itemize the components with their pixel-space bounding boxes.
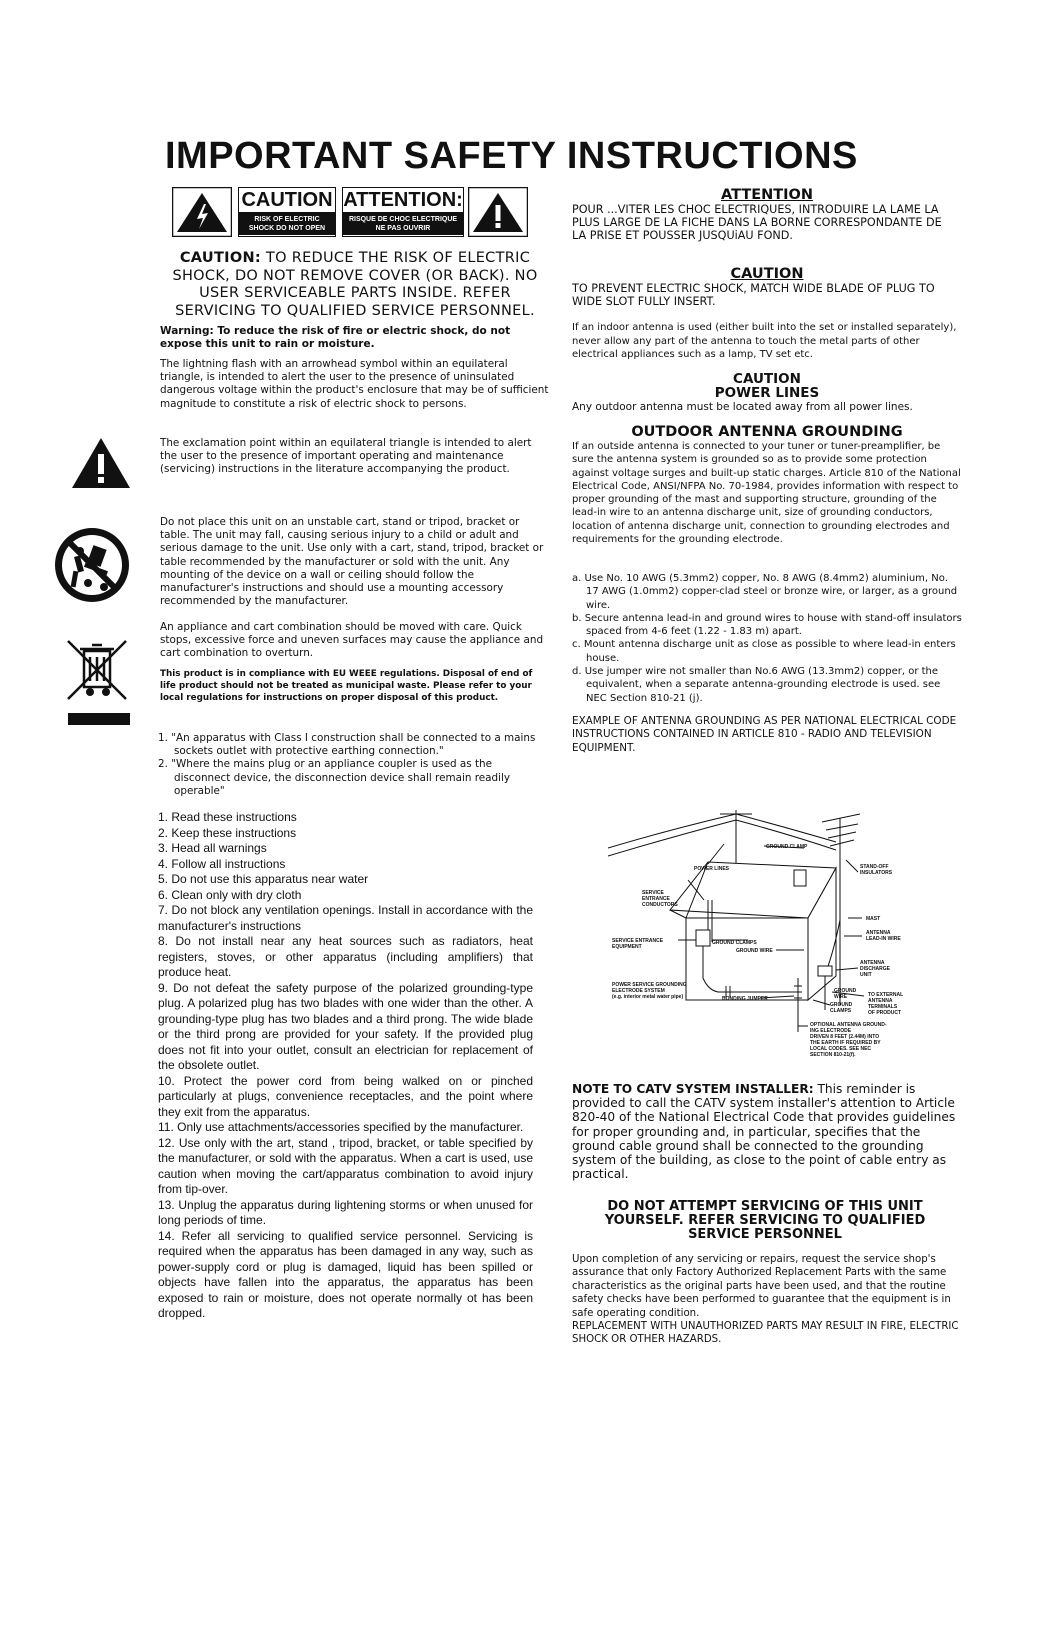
power-lines-text: Any outdoor antenna must be located away from all power lines. — [572, 401, 913, 413]
label-external-3: TERMINALS — [868, 1004, 898, 1010]
exclamation-triangle-icon — [70, 436, 132, 490]
instruction-item: 3. Head all warnings — [158, 841, 267, 855]
catv-lead: NOTE TO CATV SYSTEM INSTALLER: — [572, 1082, 814, 1096]
attention-text: POUR ...VITER LES CHOC ELECTRIQUES, INTRODUIRE LA LAME LA PLUS LARGE DE LA FICHE DANS LA BORNE CORRESPONDANTE DE LA PRISE ET POUSSER JUSQUiAU FOND. — [572, 203, 942, 242]
instruction-item: 13. Unplug the apparatus during lightening storms or when unused for long periods of time. — [158, 1197, 533, 1227]
grounding-item: a. Use No. 10 AWG (5.3mm2) copper, No. 8 AWG (8.4mm2) aluminium, No. 17 AWG (1.0mm2) copper-clad steel or bronze wire, or larger, as a ground wire. — [572, 573, 958, 611]
caution-box-label: CAUTION — [239, 188, 335, 213]
grounding-item: b. Secure antenna lead-in and ground wires to house with stand-off insulators spaced from 4-6 feet (1.22 - 1.83 m) apart. — [572, 612, 962, 638]
power-heading-lines: POWER LINES — [714, 385, 820, 401]
label-discharge-3: UNIT — [860, 972, 872, 978]
label-service-equipment-2: EQUIPMENT — [612, 944, 642, 950]
label-discharge-2: DISCHARGE — [860, 966, 891, 972]
grounding-list — [572, 572, 962, 705]
class-item: 1. "An apparatus with Class I construction shall be connected to a mains sockets outlet with protective earthing connection." — [158, 732, 536, 758]
label-power-grounding-1: POWER SERVICE GROUNDING — [612, 982, 687, 988]
completion-text: Upon completion of any servicing or repairs, request the service shop's assurance that only Factory Authorized Replacement Parts with the same characteristics as the original parts have been used, and that the routine safety checks have been performed to guarantee that the equipment is in safe operating condition. — [572, 1254, 951, 1319]
weee-bin-icon — [64, 637, 130, 725]
cart-warning-icon — [52, 525, 132, 605]
label-optional-1: OPTIONAL ANTENNA GROUND- — [810, 1022, 887, 1028]
instruction-item: 8. Do not install near any heat sources such as radiators, heat registers, stoves, or other apparatus (including amplifiers) that produce heat. — [158, 934, 533, 979]
label-service-3: CONDUCTORS — [642, 902, 678, 908]
label-power-grounding-3: (e.g. interior metal water pipe) — [612, 994, 684, 1000]
caution-box-sub1: RISK OF ELECTRIC — [254, 216, 320, 223]
attention-box — [342, 187, 464, 237]
label-ground-clamps2-2: CLAMPS — [830, 1008, 852, 1014]
label-optional-2: ING ELECTRODE — [810, 1028, 852, 1034]
outdoor-grounding-heading: OUTDOOR ANTENNA GROUNDING — [631, 424, 903, 440]
power-heading-caution: CAUTION — [733, 371, 801, 387]
label-antenna-leadin-2: LEAD-IN WIRE — [866, 936, 901, 942]
label-ground-wire: GROUND WIRE — [736, 948, 773, 954]
label-optional-6: SECTION 810-21(f). — [810, 1052, 856, 1058]
instruction-item: 9. Do not defeat the safety purpose of the polarized grounding-type plug. A polarized plug has two blades with one wider than the other. A grounding-type plug has two blades and a third prong. The wide blade or the third prong are provided for your safety. If the provided plug does not fit into your outlet, consult an electrician for replacement of the obsolete outlet. — [158, 980, 533, 1072]
label-optional-4: THE EARTH IF REQUIRED BY — [810, 1040, 881, 1046]
warning-text: Warning: To reduce the risk of fire or electric shock, do not expose this unit to rain or moisture. — [160, 325, 511, 350]
example-text: EXAMPLE OF ANTENNA GROUNDING AS PER NATIONAL ELECTRICAL CODE INSTRUCTIONS CONTAINED IN ARTICLE 810 - RADIO AND TELEVISION EQUIPMENT. — [572, 715, 957, 754]
lightning-warning-icon — [172, 187, 232, 237]
appliance-paragraph: An appliance and cart combination should be moved with care. Quick stops, excessive force and uneven surfaces may cause the appliance and cart combination to overturn. — [160, 621, 544, 660]
caution-plug-text: TO PREVENT ELECTRIC SHOCK, MATCH WIDE BLADE OF PLUG TO WIDE SLOT FULLY INSERT. — [572, 282, 935, 308]
caution-box-sub2: SHOCK DO NOT OPEN — [248, 225, 326, 232]
catv-note — [572, 1082, 964, 1181]
exclamation-paragraph: The exclamation point within an equilateral triangle is intended to alert the user to the presence of important operating and maintenance (servicing) instructions in the literature accompanying the product. — [160, 437, 532, 476]
grounding-item: d. Use jumper wire not smaller than No.6 AWG (13.3mm2) copper, or the equivalent, when a separate antenna-grounding electrode is used. see NEC Section 810-21 (j). — [572, 666, 941, 704]
label-service-2: ENTRANCE — [642, 896, 670, 902]
antenna-grounding-diagram — [608, 800, 928, 1075]
label-power-lines: POWER LINES — [694, 866, 730, 872]
label-external-4: OF PRODUCT — [868, 1010, 902, 1016]
cart-paragraph: Do not place this unit on an unstable cart, stand or tripod, bracket or table. The unit may fall, causing serious injury to a child or adult and serious damage to the unit. Use only with a cart, stand, tripod, bracket or table recommended by the manufacturer or sold with the unit. Any mounting of the device on a wall or ceiling should follow the manufacturer's instructions and should use a mounting accessory recommended by the manufacturer. — [160, 516, 544, 608]
label-ground-wire2-1: GROUND — [834, 988, 857, 994]
instruction-item: 2. Keep these instructions — [158, 825, 297, 840]
instruction-item: 4. Follow all instructions — [158, 856, 286, 871]
outdoor-grounding-text: If an outside antenna is connected to your tuner or tuner-preamplifier, be sure the antenna system is grounded so as to provide some protection against voltage surges and built-up static charges. Article 810 of the National Electrical Code, ANSI/NFPA No. 70-1984, provides information with respect to proper grounding of the mast and supporting structure, grounding of the lead-in wire to an antenna discharge unit, size of grounding conductors, location of antenna discharge unit, connection to grounding electrodes and requirements for the grounding electrode. — [572, 441, 961, 546]
class-item: 2. "Where the mains plug or an appliance coupler is used as the disconnect device, the disconnection device shall remain readily operable" — [158, 758, 511, 797]
label-service-1: SERVICE — [642, 890, 664, 896]
label-ground-clamp: GROUND CLAMP — [766, 844, 808, 850]
label-external-1: TO EXTERNAL — [868, 992, 904, 998]
label-discharge-1: ANTENNA — [860, 960, 885, 966]
caution-lead: CAUTION: — [179, 250, 261, 266]
caution-heading: CAUTION — [730, 266, 804, 282]
instruction-item: 7. Do not block any ventilation openings. Install in accordance with the manufacturer's instructions — [158, 903, 533, 933]
label-optional-5: LOCAL CODES. SEE NEC — [810, 1046, 872, 1052]
exclamation-warning-icon — [468, 187, 528, 237]
label-ground-clamps: GROUND CLAMPS — [712, 940, 757, 946]
attention-box-sub2: NE PAS OUVRIR — [375, 225, 431, 232]
instruction-item: 11. Only use attachments/accessories specified by the manufacturer. — [158, 1120, 524, 1134]
class-list — [158, 732, 543, 798]
label-mast: MAST — [866, 916, 881, 922]
caution-text: TO REDUCE THE RISK OF ELECTRIC SHOCK, DO NOT REMOVE COVER (OR BACK). NO USER SERVICEABLE PARTS INSIDE. REFER SERVICING TO QUALIFIED SERVICE PERSONNEL. — [172, 250, 538, 319]
label-external-2: ANTENNA — [868, 998, 893, 1004]
label-service-equipment-1: SERVICE ENTRANCE — [612, 938, 664, 944]
lightning-paragraph: The lightning flash with an arrowhead symbol within an equilateral triangle, is intended to alert the user to the presence of uninsulated dangerous voltage within the product's enclosure that may be of sufficient magnitude to constitute a risk of electric shock to persons. — [160, 358, 549, 410]
label-ground-wire2-2: WIRE — [834, 994, 848, 1000]
grounding-item: c. Mount antenna discharge unit as close as possible to where lead-in enters house. — [572, 639, 956, 664]
instruction-item: 1. Read these instructions — [158, 810, 297, 824]
label-ground-clamps2-1: GROUND — [830, 1002, 853, 1008]
label-insulators: INSULATORS — [860, 870, 893, 876]
caution-box — [238, 187, 336, 237]
instruction-item: 10. Protect the power cord from being walked on or pinched particularly at plugs, convenience receptacles, and the point where they exit from the apparatus. — [158, 1073, 533, 1119]
catv-text: This reminder is provided to call the CATV system installer's attention to Article 820-40 of the National Electrical Code that provides guidelines for proper grounding and, in particular, specifies that the ground cable ground shall be connected to the grounding system of the building, as close to the point of cable entry as practical. — [572, 1082, 956, 1182]
power-lines-heading — [572, 372, 962, 400]
indoor-antenna-text: If an indoor antenna is used (either built into the set or installed separately), never allow any part of the antenna to touch the metal parts of other electrical appliances such as a lamp, TV set etc. — [572, 322, 957, 360]
weee-paragraph: This product is in compliance with EU WEEE regulations. Disposal of end of life product should not be treated as municipal waste. Please refer to your local regulations for instructions on proper disposal of this product. — [160, 669, 533, 703]
attention-box-sub1: RISQUE DE CHOC ELECTRIQUE — [348, 216, 458, 223]
label-antenna-leadin-1: ANTENNA — [866, 930, 891, 936]
instruction-item: 12. Use only with the art, stand , tripod, bracket, or table specified by the manufacturer, or sold with the apparatus. When a cart is used, use caution when moving the cart/apparatus combination to avoid injury from tip-over. — [158, 1135, 533, 1196]
replacement-text: REPLACEMENT WITH UNAUTHORIZED PARTS MAY RESULT IN FIRE, ELECTRIC SHOCK OR OTHER HAZARDS. — [572, 1321, 959, 1346]
label-optional-3: DRIVEN 8 FEET (2.44M) INTO — [810, 1034, 880, 1040]
label-bonding-jumper: BONDING JUMPER — [722, 996, 768, 1002]
label-power-grounding-2: ELECTRODE SYSTEM — [612, 988, 665, 994]
attention-heading: ATTENTION — [721, 187, 813, 203]
caution-notice — [160, 250, 550, 320]
attention-box-label: ATTENTION: — [343, 189, 463, 211]
servicing-heading: DO NOT ATTEMPT SERVICING OF THIS UNIT YOURSELF. REFER SERVICING TO QUALIFIED SERVICE PERSONNEL — [604, 1199, 926, 1242]
instruction-item: 5. Do not use this apparatus near water — [158, 872, 369, 886]
instruction-item: 14. Refer all servicing to qualified service personnel. Servicing is required when the apparatus has been damaged in any way, such as power-supply cord or plug is damaged, liquid has been spilled or objects have fallen into the apparatus, the apparatus has been exposed to rain or moisture, does not operate normally ot has been dropped. — [158, 1228, 533, 1320]
instructions-list — [158, 810, 533, 1322]
page-title: IMPORTANT SAFETY INSTRUCTIONS — [165, 135, 858, 177]
instruction-item: 6. Clean only with dry cloth — [158, 887, 302, 902]
label-stand-off: STAND-OFF — [860, 864, 889, 870]
